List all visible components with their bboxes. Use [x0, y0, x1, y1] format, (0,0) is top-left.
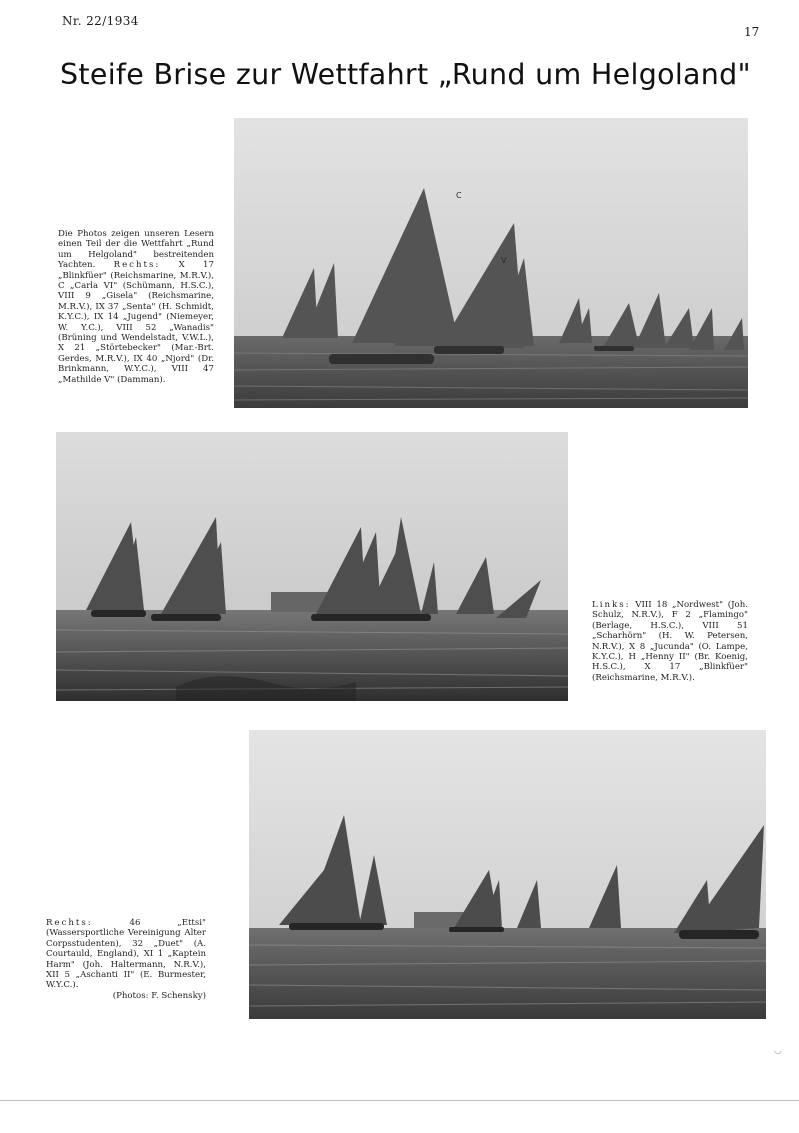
- caption-middle-lead: Links:: [592, 600, 631, 610]
- photo-regatta-top: [234, 118, 748, 408]
- photo-credit: (Photos: F. Schensky): [112, 990, 206, 1001]
- page-headline: Steife Brise zur Wettfahrt „Rund um Helgoland": [60, 58, 751, 91]
- caption-bottom-lead: Rechts:: [46, 918, 93, 928]
- sail-number-v: V: [501, 256, 507, 265]
- caption-top-lead: Rechts:: [113, 260, 161, 271]
- sail-number-c: C: [456, 191, 462, 200]
- caption-top-intro: Die Photos zeigen unseren Lesern einen Teil der die Wettfahrt „Rund um Helgoland" bestreitenden Yachten.: [58, 229, 214, 271]
- caption-middle: [592, 600, 748, 683]
- issue-number: Nr. 22/1934: [62, 14, 139, 28]
- caption-bottom: [46, 918, 206, 1001]
- bottom-rule: [0, 1100, 799, 1101]
- photo-regatta-bottom: [249, 730, 766, 1019]
- caption-middle-body: VIII 18 „Nordwest" (Joh. Schulz, N.R.V.), F 2 „Flamingo" (Berlage, H.S.C.), VIII 51 „Scharhörn" (H. W. Petersen, N.R.V.), X 8 „Jucunda" (O. Lampe, K.Y.C.), H „Henny II" (Br. Koenig, H.S.C.), X 17 „Blinkfüer" (Reichsmarine, M.R.V.).: [592, 600, 748, 683]
- page-number: 17: [744, 25, 760, 39]
- photo-regatta-middle: [56, 432, 568, 701]
- caption-top-body: X 17 „Blinkfüer" (Reichsmarine, M.R.V.), C „Carla VI" (Schümann, H.S.C.), VIII 9 „Gisela" (Reichsmarine, M.R.V.), IX 37 „Senta" (H. Schmidt, K.Y.C.), IX 14 „Jugend" (Niemeyer, W. Y.C.), VIII 52 „Wanadis" (Brüning und Wendelstadt, V.W.L.), X 21 „Störtebecker" (Mar.-Brt. Gerdes, M.R.V.), IX 40 „Njord" (Dr. Brinkmann, W.Y.C.), VIII 47 „Mathilde V" (Damman).: [58, 260, 214, 385]
- caption-top: [58, 229, 214, 385]
- caption-bottom-body: 46 „Ettsi" (Wassersportliche Vereinigung Alter Corpsstudenten), 32 „Duet" (A. Courtauld, England), XI 1 „Kaptein Harm" (Joh. Haltermann, N.R.V.), XII 5 „Aschanti II" (E. Burmester, W.Y.C.).: [46, 918, 206, 991]
- corner-mark: ◡: [774, 1046, 782, 1056]
